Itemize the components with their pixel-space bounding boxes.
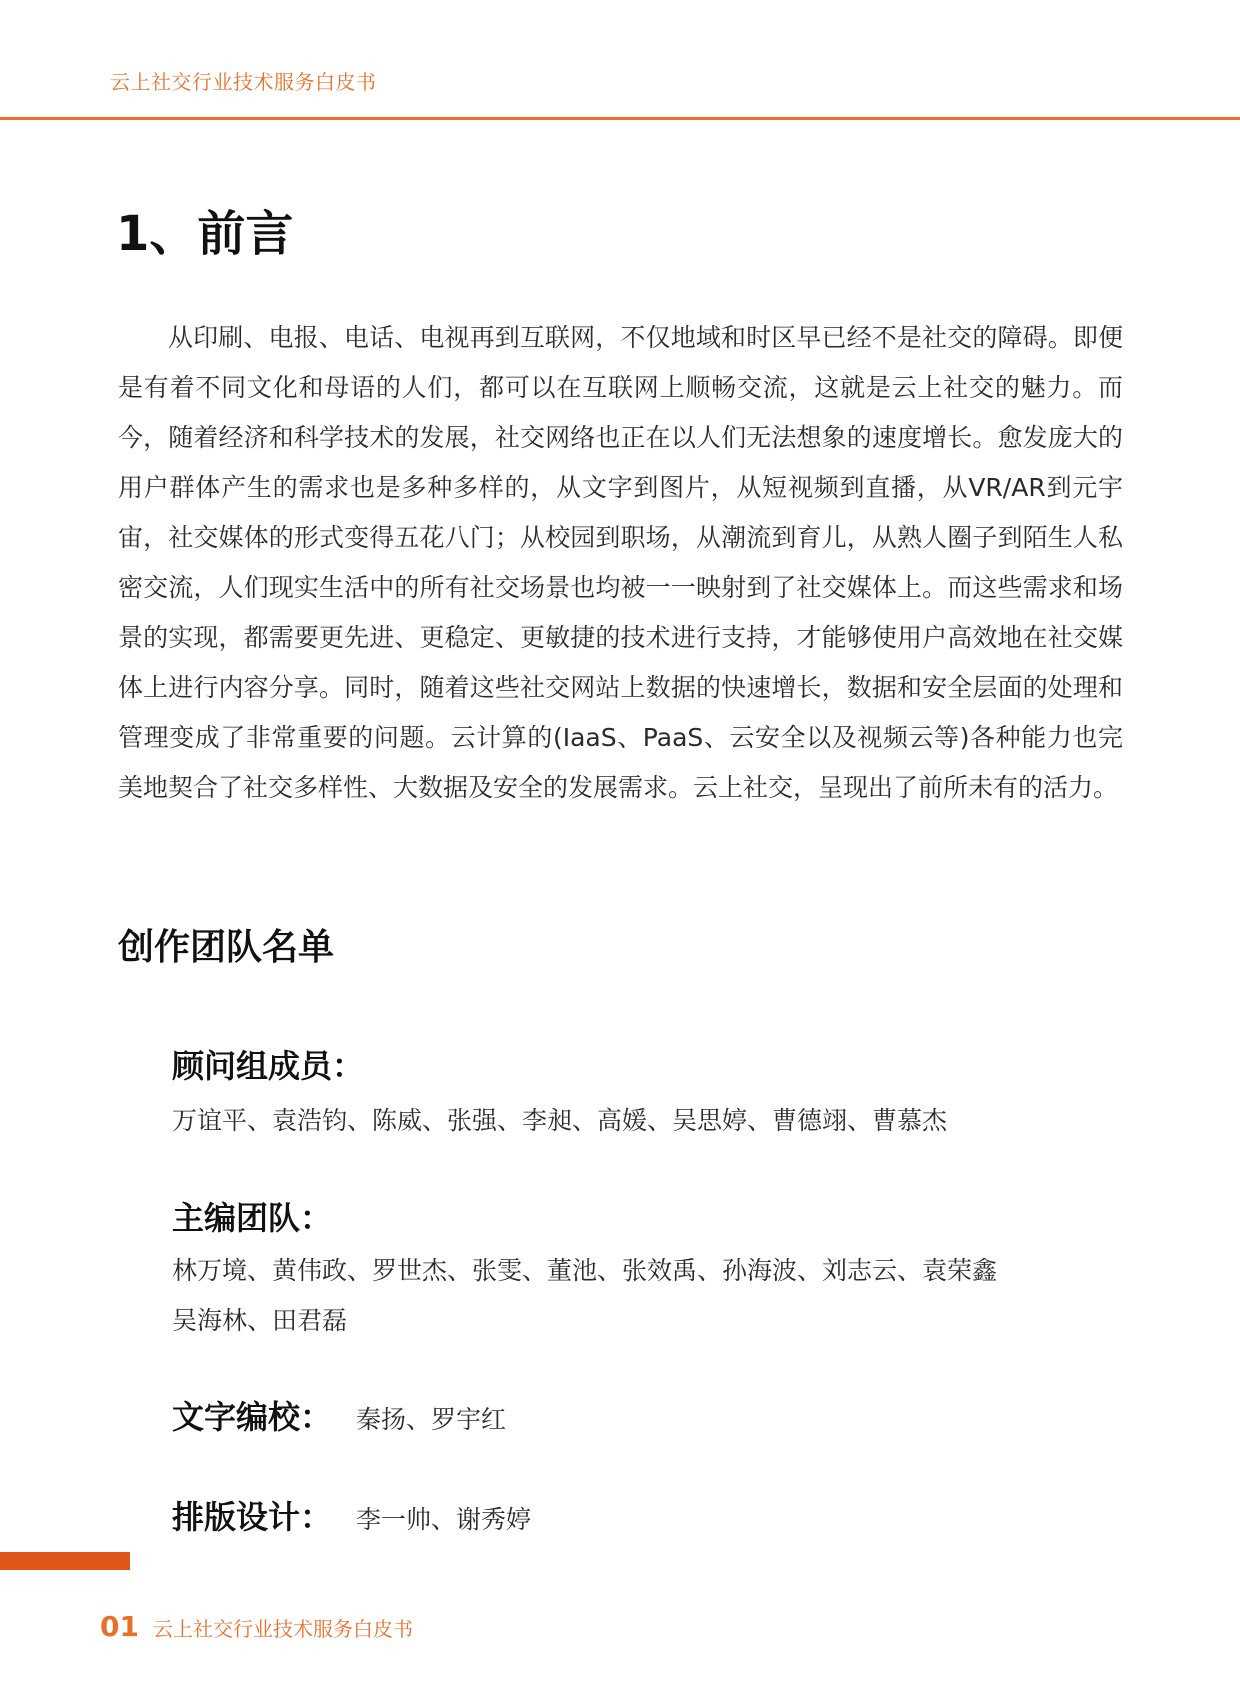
- header-title: 云上社交行业技术服务白皮书: [110, 70, 377, 94]
- section-heading: 1、前言: [116, 206, 294, 262]
- team-heading: 创作团队名单: [118, 927, 335, 968]
- editors-names: [172, 1246, 1132, 1346]
- header-divider: [0, 117, 1240, 120]
- page-number: 01: [100, 1610, 139, 1643]
- footer: [100, 1610, 413, 1643]
- proofreading-names: 秦扬、罗宇红: [356, 1405, 507, 1434]
- proofreading-row: [172, 1400, 506, 1436]
- layout-design-names: 李一帅、谢秀婷: [356, 1505, 532, 1534]
- footer-accent-bar: [0, 1552, 130, 1570]
- intro-paragraph: 从印刷、电报、电话、电视再到互联网，不仅地域和时区早已经不是社交的障碍。即便是有着不同文化和母语的人们，都可以在互联网上顺畅交流，这就是云上社交的魅力。而今，随着经济和科学技术的发展，社交网络也正在以人们无法想象的速度增长。愈发庞大的用户群体产生的需求也是多种多样的，从文字到图片，从短视频到直播，从VR/AR到元宇宙，社交媒体的形式变得五花八门；从校园到职场，从潮流到育儿，从熟人圈子到陌生人私密交流，人们现实生活中的所有社交场景也均被一一映射到了社交媒体上。而这些需求和场景的实现，都需要更先进、更稳定、更敏捷的技术进行支持，才能够使用户高效地在社交媒体上进行内容分享。同时，随着这些社交网站上数据的快速增长，数据和安全层面的处理和管理变成了非常重要的问题。云计算的(IaaS、PaaS、云安全以及视频云等)各种能力也完美地契合了社交多样性、大数据及安全的发展需求。云上社交，呈现出了前所未有的活力。: [118, 323, 1123, 802]
- layout-design-row: [172, 1500, 531, 1536]
- advisors-names: 万谊平、袁浩钧、陈威、张强、李昶、高媛、吴思婷、曹德翊、曹慕杰: [172, 1106, 948, 1135]
- editors-names-line-2: 吴海林、田君磊: [172, 1306, 348, 1335]
- proofreading-label: 文字编校：: [172, 1398, 333, 1436]
- editors-names-line-1: 林万境、黄伟政、罗世杰、张雯、董池、张效禹、孙海波、刘志云、袁荣鑫: [172, 1256, 998, 1285]
- footer-title: 云上社交行业技术服务白皮书: [152, 1617, 413, 1641]
- advisors-label: 顾问组成员：: [172, 1047, 365, 1085]
- layout-design-label: 排版设计：: [172, 1498, 333, 1536]
- editors-label: 主编团队：: [172, 1199, 333, 1237]
